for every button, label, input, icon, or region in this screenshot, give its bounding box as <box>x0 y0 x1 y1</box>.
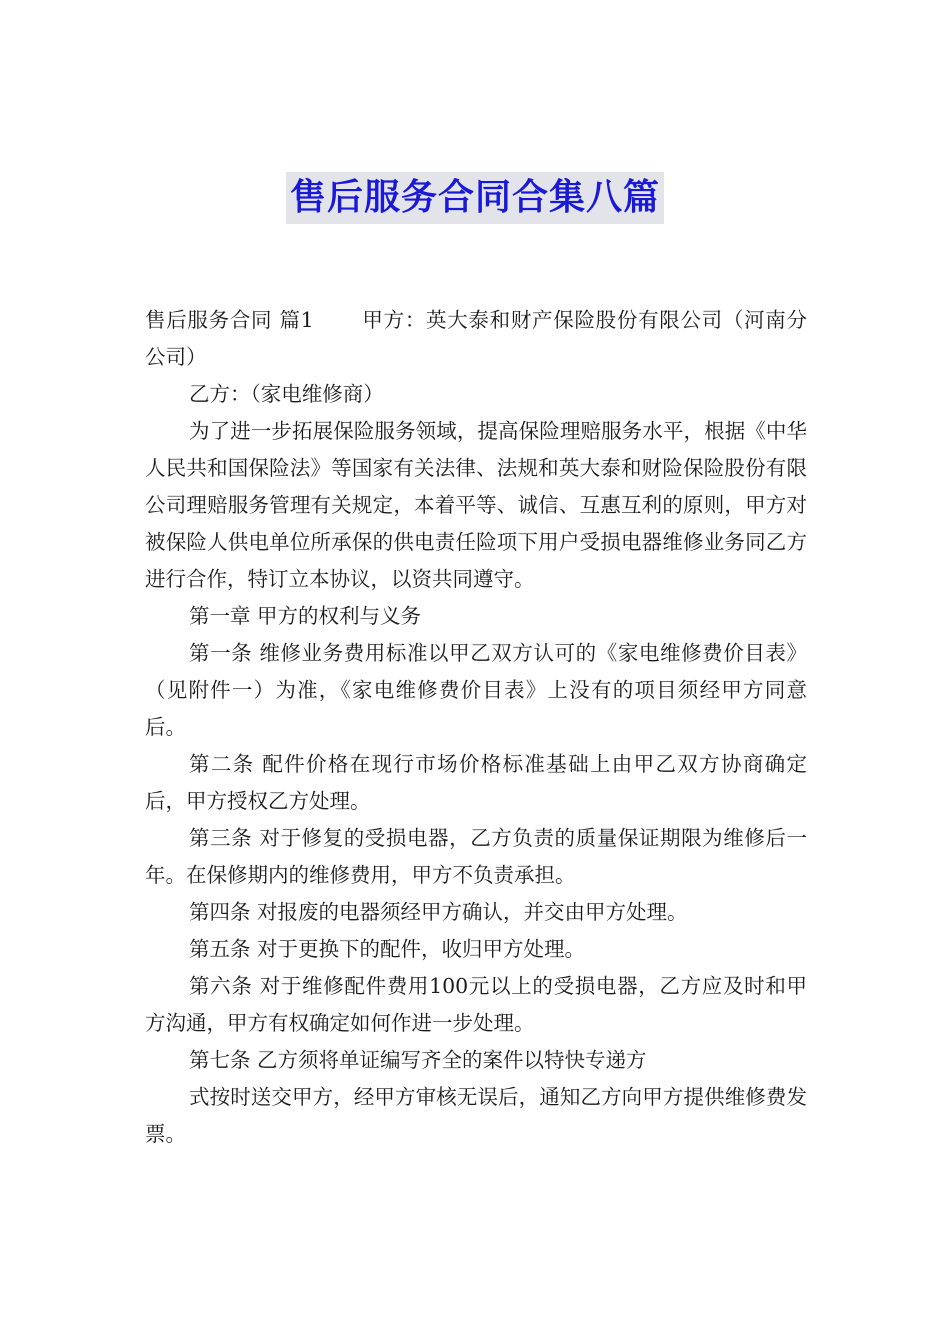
document-body <box>145 302 807 1153</box>
contract-heading: 售后服务合同 篇1 <box>145 308 314 332</box>
document-title: 售后服务合同合集八篇 <box>286 172 664 224</box>
article-6: 第六条 对于维修配件费用100元以上的受损电器，乙方应及时和甲方沟通，甲方有权确定如何作进一步处理。 <box>145 974 807 1035</box>
article-5: 第五条 对于更换下的配件，收归甲方处理。 <box>189 937 586 961</box>
article-1: 第一条 维修业务费用标准以甲乙双方认可的《家电维修费价目表》（见附件一）为准，《家电维修费价目表》上没有的项目须经甲方同意后。 <box>145 641 807 739</box>
article-7-continued: 式按时送交甲方，经甲方审核无误后，通知乙方向甲方提供维修费发票。 <box>145 1085 807 1146</box>
paragraph-contract-head <box>145 302 807 376</box>
article-3: 第三条 对于修复的受损电器，乙方负责的质量保证期限为维修后一年。在保修期内的维修费用，甲方不负责承担。 <box>145 826 807 887</box>
chapter-heading: 第一章 甲方的权利与义务 <box>189 604 422 628</box>
article-4: 第四条 对报废的电器须经甲方确认，并交由甲方处理。 <box>189 900 688 924</box>
article-7: 第七条 乙方须将单证编写齐全的案件以特快专递方 <box>189 1048 647 1072</box>
party-a-line: 甲方：英大泰和财产保险股份有限公司（河南分公司） <box>145 308 808 369</box>
title-wrap <box>0 172 950 224</box>
article-2: 第二条 配件价格在现行市场价格标准基础上由甲乙双方协商确定后，甲方授权乙方处理。 <box>145 752 807 813</box>
paragraph-preamble: 为了进一步拓展保险服务领域，提高保险理赔服务水平，根据《中华人民共和国保险法》等国家有关法律、法规和英大泰和财险保险股份有限公司理赔服务管理有关规定，本着平等、诚信、互惠互利的原则，甲方对被保险人供电单位所承保的供电责任险项下用户受损电器维修业务同乙方进行合作，特订立本协议，以资共同遵守。 <box>145 419 807 591</box>
paragraph-party-b: 乙方：（家电维修商） <box>189 382 384 406</box>
